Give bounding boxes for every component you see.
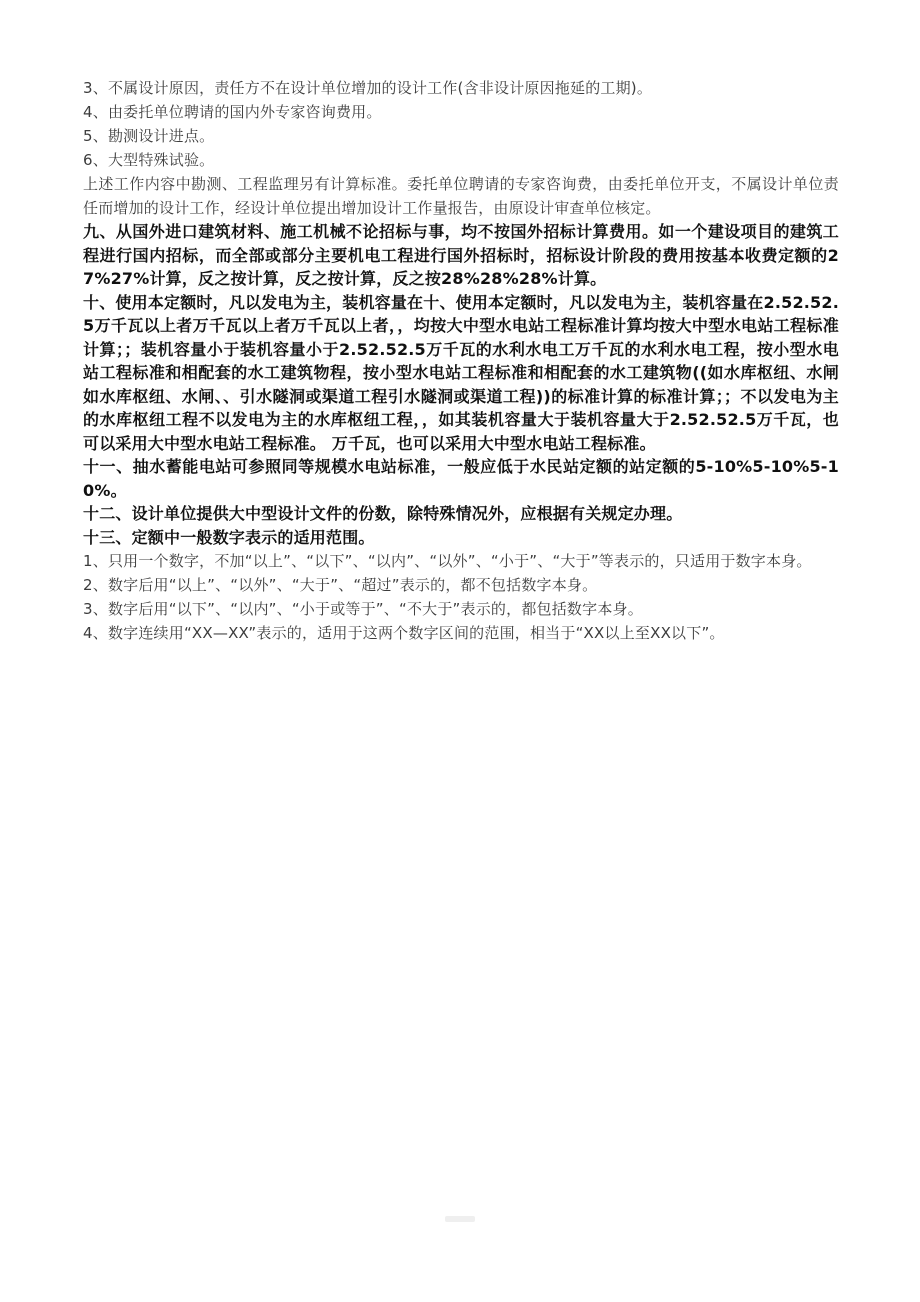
rule-item-3: 3、数字后用“以下”、“以内”、“小于或等于”、“不大于”表示的，都包括数字本身。 xyxy=(83,600,643,618)
paragraph-item-6: 6、大型特殊试验。 xyxy=(83,151,215,169)
paragraph-item-4: 4、由委托单位聘请的国内外专家咨询费用。 xyxy=(83,103,382,121)
rule-item-1: 1、只用一个数字，不加“以上”、“以下”、“以内”、“以外”、“小于”、“大于”等表示的，只适用于数字本身。 xyxy=(83,552,812,570)
document-page xyxy=(83,76,839,645)
paragraph-item-3: 3、不属设计原因，责任方不在设计单位增加的设计工作(含非设计原因拖延的工期)。 xyxy=(83,79,653,97)
rule-item-4: 4、数字连续用“XX—XX”表示的，适用于这两个数字区间的范围，相当于“XX以上至XX以下”。 xyxy=(83,624,725,642)
section-13: 十三、定额中一般数字表示的适用范围。 xyxy=(83,527,375,547)
section-10: 十、使用本定额时，凡以发电为主，装机容量在十、使用本定额时，凡以发电为主，装机容量在2.52.52.5万千瓦以上者万千瓦以上者万千瓦以上者，，均按大中型水电站工程标准计算均按大中型水电站工程标准计算；；装机容量小于装机容量小于2.52.52.5万千瓦的水利水电工万千瓦的水利水电工程，按小型水电站工程标准和相配套的水工建筑物程，按小型水电站工程标准和相配套的水工建筑物((如水库枢纽、水闸如水库枢纽、水闸、、引水隧洞或渠道工程引水隧洞或渠道工程))的标准计算的标准计算；；不以发电为主的水库枢纽工程不以发电为主的水库枢纽工程，，如其装机容量大于装机容量大于2.52.52.5万千瓦，也可以采用大中型水电站工程标准。 万千瓦，也可以采用大中型水电站工程标准。 xyxy=(83,292,839,453)
rule-item-2: 2、数字后用“以上”、“以外”、“大于”、“超过”表示的，都不包括数字本身。 xyxy=(83,576,598,594)
section-9: 九、从国外进口建筑材料、施工机械不论招标与事，均不按国外招标计算费用。如一个建设项目的建筑工程进行国内招标，而全部或部分主要机电工程进行国外招标时，招标设计阶段的费用按基本收费定额的27%27%计算，反之按计算，反之按计算，反之按28%28%28%计算。 xyxy=(83,222,839,288)
section-12: 十二、设计单位提供大中型设计文件的份数，除特殊情况外，应根据有关规定办理。 xyxy=(83,504,683,523)
page-footer-mark xyxy=(445,1216,475,1222)
section-11: 十一、抽水蓄能电站可参照同等规模水电站标准，一般应低于水民站定额的站定额的5-10%5-10%5-10%。 xyxy=(83,457,839,500)
paragraph-note: 上述工作内容中勘测、工程监理另有计算标准。委托单位聘请的专家咨询费，由委托单位开支，不属设计单位责任而增加的设计工作，经设计单位提出增加设计工作量报告，由原设计审查单位核定。 xyxy=(83,175,839,217)
paragraph-item-5: 5、勘测设计进点。 xyxy=(83,127,215,145)
